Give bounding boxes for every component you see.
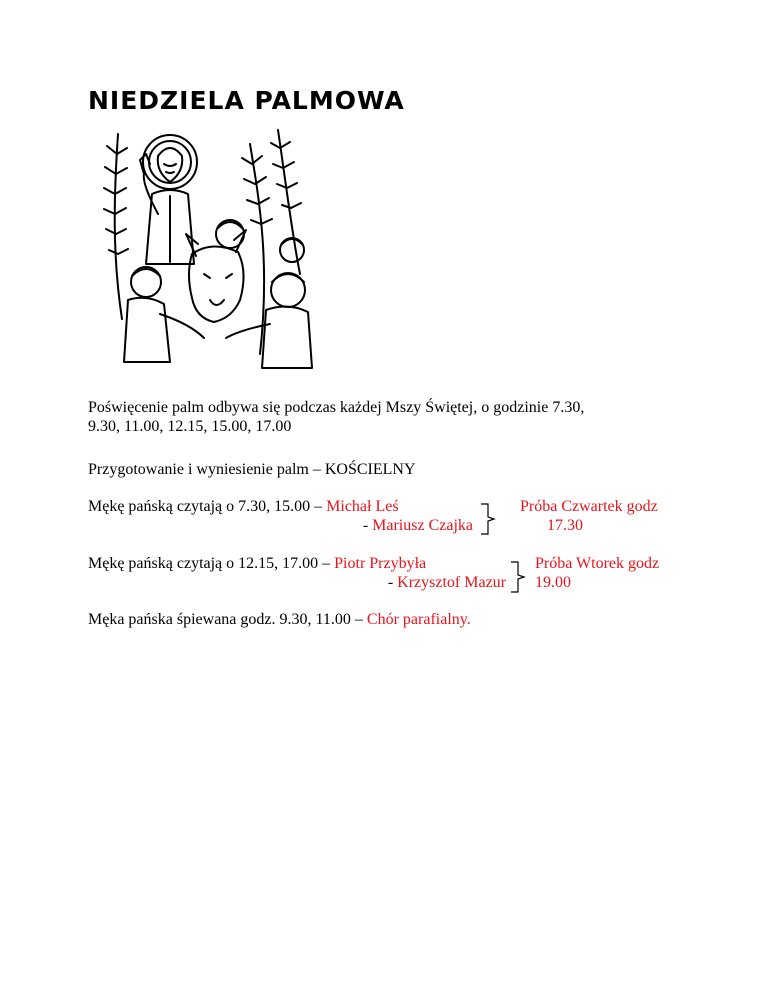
reading2-reader-2: Krzysztof Mazur	[397, 574, 506, 591]
rehearsal-1-line-1: Próba Czwartek godz	[520, 498, 658, 515]
blessing-line-2: 9.30, 11.00, 12.15, 15.00, 17.00	[88, 418, 292, 435]
reading2-reader-2-dash: -	[387, 574, 398, 591]
rehearsal-1-line-2: 17.30	[547, 517, 583, 534]
reading2-prefix: Mękę pańską czytają o 12.15, 17.00 –	[88, 555, 335, 572]
sung-prefix: Męka pańska śpiewana godz. 9.30, 11.00 –	[88, 611, 367, 628]
reading1-line-1	[88, 497, 399, 516]
choir-name: Chór parafialny.	[366, 611, 471, 628]
reading2-line-1	[88, 554, 426, 573]
reading1-line-2	[363, 516, 473, 535]
preparation-text: Przygotowanie i wyniesienie palm – KOŚCIELNY	[88, 461, 416, 478]
reading1-reader-2: Mariusz Czajka	[372, 517, 473, 534]
rehearsal-2-line-1: Próba Wtorek godz	[535, 555, 660, 572]
rehearsal-2-line-2: 19.00	[535, 574, 571, 591]
reading1-reader-2-dash: -	[362, 517, 373, 534]
blessing-line-1: Poświęcenie palm odbywa się podczas każdej Mszy Świętej, o godzinie 7.30,	[88, 399, 585, 416]
reading2-line-2	[388, 573, 506, 592]
reading1-prefix: Mękę pańską czytają o 7.30, 15.00 –	[88, 498, 327, 515]
page-title: NIEDZIELA PALMOWA	[88, 86, 405, 115]
sung-passion-line	[88, 610, 471, 629]
reading1-reader-1: Michał Leś	[326, 498, 399, 515]
reading2-reader-1: Piotr Przybyła	[334, 555, 427, 572]
brace-icon	[508, 560, 530, 594]
brace-icon	[478, 502, 500, 536]
palm-sunday-illustration-icon	[100, 124, 330, 374]
